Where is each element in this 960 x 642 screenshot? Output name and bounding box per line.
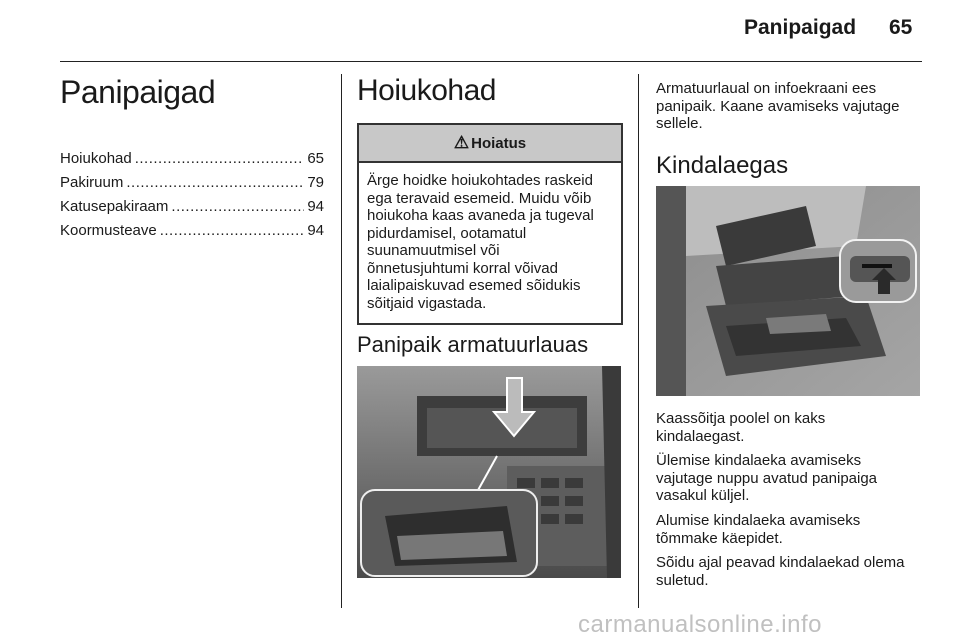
warning-box	[357, 123, 623, 325]
paragraph-driving-closed: Sõidu ajal peavad kindalaekad olema suletud.	[656, 554, 905, 589]
section-title: Kindalaegas	[656, 152, 789, 179]
warning-triangle-icon: ⚠	[453, 133, 470, 152]
chapter-title: Panipaigad	[60, 74, 216, 110]
toc-label: Hoiukohad	[60, 150, 132, 167]
paragraph-upper-glovebox: Ülemise kindalaeka avamiseks vajutage nuppu avatud panipaiga vasakul küljel.	[656, 452, 878, 504]
header-rule	[60, 61, 922, 62]
column-divider-2	[638, 74, 639, 608]
intro-paragraph: Armatuurlaual on infoekraani ees panipaik. Kaane avamiseks vajutage sellele.	[656, 80, 900, 132]
toc-leader	[126, 174, 304, 191]
dashboard-storage-photo	[357, 366, 621, 578]
paragraph-lower-glovebox: Alumise kindalaeka avamiseks tõmmake käepidet.	[656, 512, 861, 547]
toc-leader	[160, 222, 305, 239]
toc-leader	[171, 198, 304, 215]
watermark: carmanualsonline.info	[578, 611, 822, 638]
toc-leader	[135, 150, 305, 167]
warning-text: Ärge hoidke hoiukohtades raskeid ega teravaid esemeid. Muidu võib hoiukoha kaas avaneda ja tugeval pidurdamisel, ootamatul suunamuutmisel või õnnetusjuhtumi korral võivad laialipaiskuvad esemed sõidukis sõitjaid vigastada.	[367, 172, 594, 312]
subsection-title: Panipaik armatuurlauas	[357, 332, 589, 357]
toc-page: 94	[307, 222, 324, 239]
toc-page: 79	[307, 174, 324, 191]
toc-entry[interactable]	[60, 174, 324, 198]
toc-page: 94	[307, 198, 324, 215]
paragraph-glovebox-count: Kaassõitja poolel on kaks kindalaegast.	[656, 410, 826, 445]
toc-entry[interactable]	[60, 198, 324, 222]
warning-header	[359, 125, 621, 163]
toc-label: Koormusteave	[60, 222, 157, 239]
page-number: 65	[889, 16, 913, 39]
toc-entry[interactable]	[60, 150, 324, 174]
glovebox-photo	[656, 186, 920, 396]
section-title: Hoiukohad	[357, 74, 496, 107]
toc-label: Pakiruum	[60, 174, 124, 191]
toc-page: 65	[307, 150, 324, 167]
toc-label: Katusepakiraam	[60, 198, 169, 215]
toc-entry[interactable]	[60, 222, 324, 246]
running-header-title: Panipaigad	[744, 16, 857, 39]
warning-title: Hoiatus	[471, 134, 527, 152]
column-divider-1	[341, 74, 342, 608]
table-of-contents	[60, 150, 324, 246]
